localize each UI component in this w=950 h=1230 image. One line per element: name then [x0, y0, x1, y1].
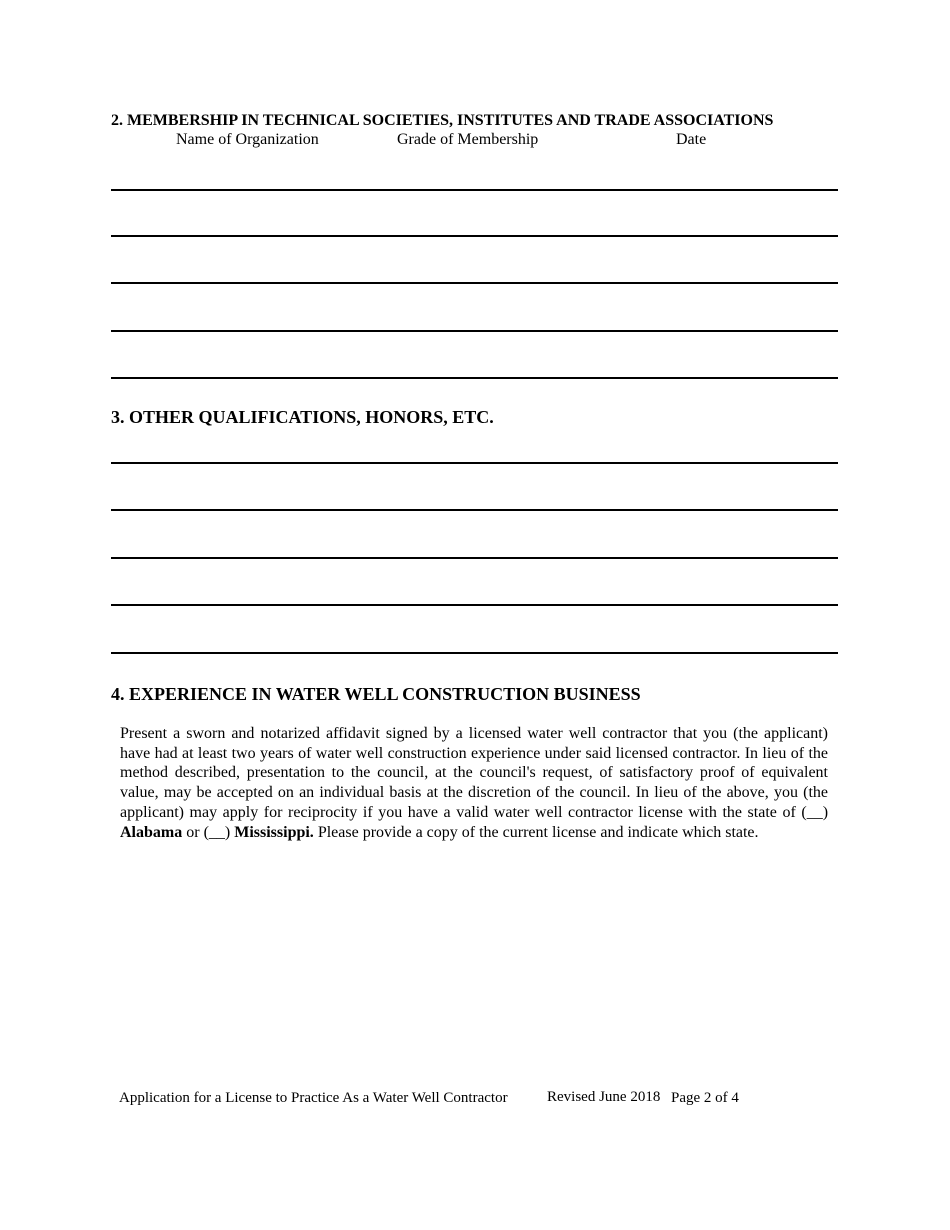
- membership-entry-line-2[interactable]: [111, 235, 838, 237]
- column-label-date: Date: [676, 131, 707, 148]
- column-label-organization: Name of Organization: [176, 131, 319, 148]
- qualifications-entry-line-1[interactable]: [111, 462, 838, 464]
- membership-entry-line-5[interactable]: [111, 377, 838, 379]
- body-outro: Please provide a copy of the current license and indicate which state.: [317, 823, 759, 841]
- qualifications-entry-line-3[interactable]: [111, 557, 838, 559]
- footer-revised-date: Revised June 2018: [547, 1089, 661, 1105]
- section-3-heading: 3. OTHER QUALIFICATIONS, HONORS, ETC.: [111, 407, 494, 427]
- column-label-grade: Grade of Membership: [397, 131, 539, 148]
- membership-entry-line-3[interactable]: [111, 282, 838, 284]
- mississippi-checkbox-blank[interactable]: (__): [203, 823, 231, 841]
- body-intro: Present a sworn and notarized affidavit signed by a licensed water well contractor that you (the applicant) have had at least two years of water well construction experience under said licensed contractor. In lieu of the method described, presentation to the council, at the council's request, of satisfactory proof of equivalent value, may be accepted on an individual basis at the discretion of the council. In lieu of the above, you (the applicant) may apply for reciprocity if you have a valid water well contractor license with the state of: [120, 725, 828, 821]
- section-4-body: [120, 724, 828, 842]
- footer-form-title: Application for a License to Practice As a Water Well Contractor: [119, 1090, 508, 1106]
- qualifications-entry-line-4[interactable]: [111, 604, 838, 606]
- qualifications-entry-line-2[interactable]: [111, 509, 838, 511]
- state-option-alabama: Alabama: [120, 823, 183, 841]
- alabama-checkbox-blank[interactable]: (__): [801, 803, 829, 821]
- footer-page-number: Page 2 of 4: [671, 1090, 739, 1106]
- membership-entry-line-1[interactable]: [111, 189, 838, 191]
- qualifications-entry-line-5[interactable]: [111, 652, 838, 654]
- or-connector: or: [186, 823, 200, 841]
- membership-entry-line-4[interactable]: [111, 330, 838, 332]
- section-2-heading: 2. MEMBERSHIP IN TECHNICAL SOCIETIES, INSTITUTES AND TRADE ASSOCIATIONS: [111, 112, 774, 129]
- section-4-heading: 4. EXPERIENCE IN WATER WELL CONSTRUCTION BUSINESS: [111, 684, 641, 704]
- state-option-mississippi: Mississippi.: [234, 823, 314, 841]
